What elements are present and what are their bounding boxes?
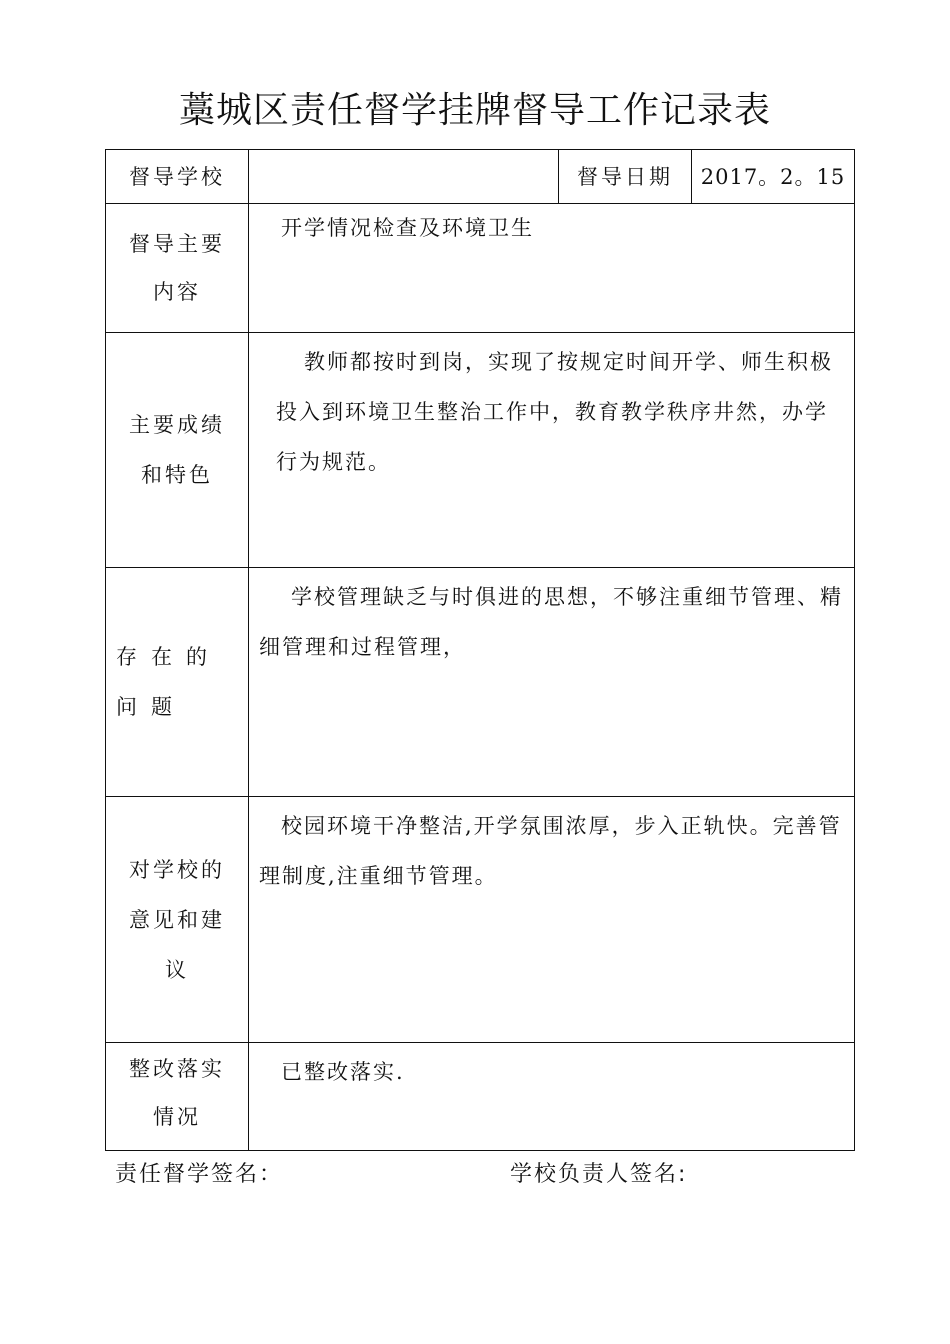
content-value-field[interactable]: 开学情况检查及环境卫生 xyxy=(249,204,855,333)
date-value-field[interactable]: 2017。2。15 xyxy=(692,150,855,204)
school-value-field[interactable] xyxy=(249,150,559,204)
rectification-label-text: 整改落实情况 xyxy=(129,1057,225,1129)
rectification-value-field[interactable]: 已整改落实. xyxy=(249,1043,855,1151)
row-rectification xyxy=(106,1043,855,1151)
row-problems xyxy=(106,568,855,797)
supervisor-signature-label: 责任督学签名： xyxy=(115,1162,284,1187)
row-school-date xyxy=(106,150,855,204)
suggestions-value-field[interactable]: 校园环境干净整洁,开学氛围浓厚，步入正轨快。完善管理制度,注重细节管理。 xyxy=(249,797,855,1043)
suggestions-label-text: 对学校的意见和建议 xyxy=(129,857,225,982)
achievements-label-text: 主要成绩和特色 xyxy=(129,413,225,487)
row-achievements xyxy=(106,333,855,568)
problems-value-field[interactable]: 学校管理缺乏与时俱进的思想，不够注重细节管理、精细管理和过程管理， xyxy=(249,568,855,797)
problems-label xyxy=(106,568,249,797)
principal-signature-label: 学校负责人签名: xyxy=(510,1162,688,1187)
supervision-record-table xyxy=(105,149,855,1151)
school-label: 督导学校 xyxy=(106,150,249,204)
content-label-text: 督导主要内容 xyxy=(129,232,225,304)
rectification-label xyxy=(106,1043,249,1151)
row-suggestions xyxy=(106,797,855,1043)
row-main-content xyxy=(106,204,855,333)
content-label xyxy=(106,204,249,333)
date-label: 督导日期 xyxy=(559,150,692,204)
form-title: 藁城区责任督学挂牌督导工作记录表 xyxy=(178,90,771,131)
suggestions-label xyxy=(106,797,249,1043)
achievements-label xyxy=(106,333,249,568)
achievements-value-field[interactable]: 教师都按时到岗，实现了按规定时间开学、师生积极投入到环境卫生整治工作中，教育教学秩序井然，办学行为规范。 xyxy=(249,333,855,568)
problems-label-text: 存在的问题 xyxy=(116,645,221,719)
